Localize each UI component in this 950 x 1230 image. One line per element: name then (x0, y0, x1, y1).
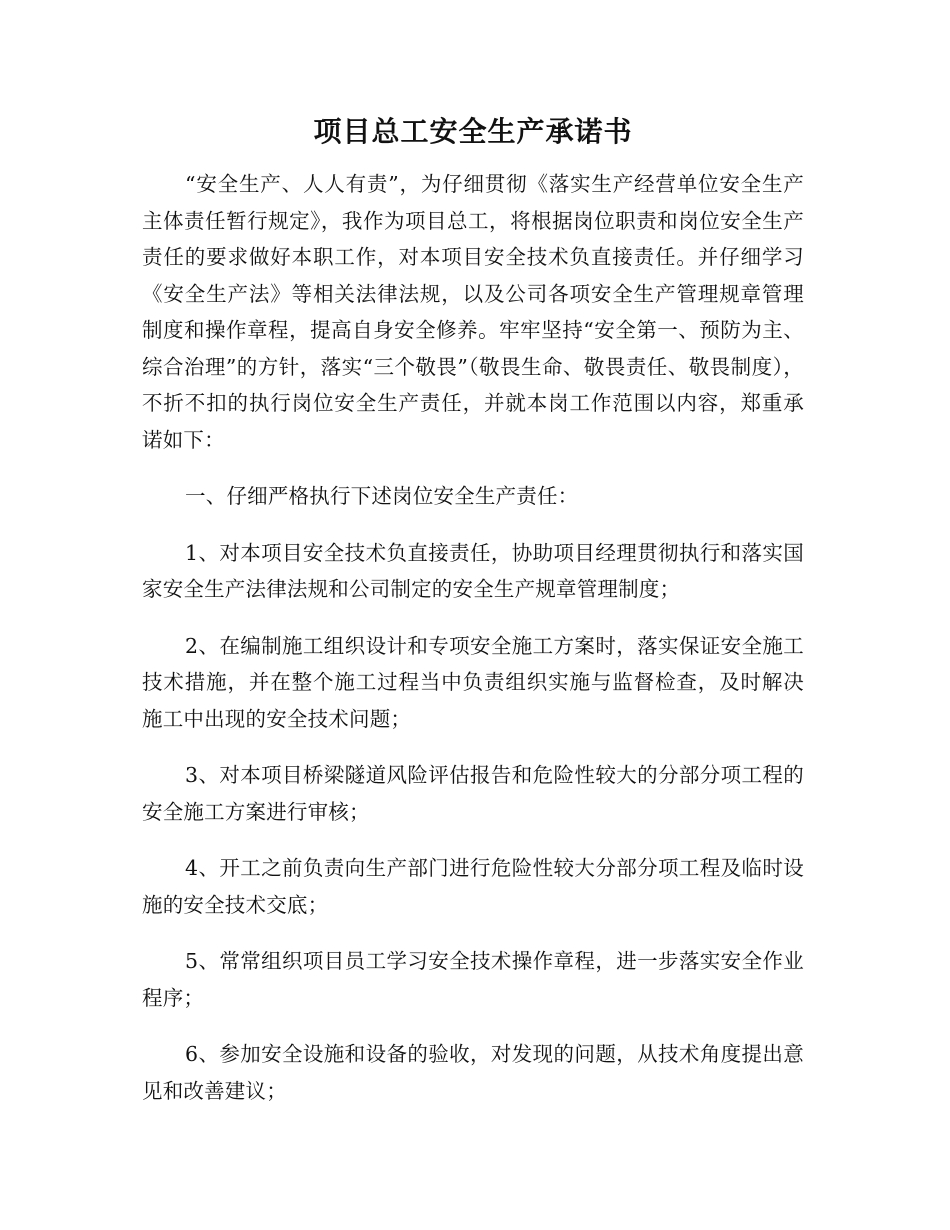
document-page (142, 112, 804, 1109)
list-item: 6、参加安全设施和设备的验收，对发现的问题，从技术角度提出意见和改善建议； (142, 1042, 804, 1103)
list-item: 3、对本项目桥梁隧道风险评估报告和危险性较大的分部分项工程的安全施工方案进行审核； (142, 763, 804, 824)
document-title: 项目总工安全生产承诺书 (313, 115, 633, 148)
list-item: 4、开工之前负责向生产部门进行危险性较大分部分项工程及临时设施的安全技术交底； (142, 856, 804, 917)
list-item: 1、对本项目安全技术负直接责任，协助项目经理贯彻执行和落实国家安全生产法律法规和公司制定的安全生产规章管理制度； (142, 540, 804, 601)
section-heading: 一、仔细严格执行下述岗位安全生产责任： (185, 484, 579, 508)
intro-paragraph: “安全生产、人人有责”，为仔细贯彻《落实生产经营单位安全生产主体责任暂行规定》，我作为项目总工，将根据岗位职责和岗位安全生产责任的要求做好本职工作，对本项目安全技术负直接责任。并仔细学习《安全生产法》等相关法律法规，以及公司各项安全生产管理规章管理制度和操作章程，提高自身安全修养。牢牢坚持“安全第一、预防为主、综合治理”的方针，落实“三个敬畏”（敬畏生命、敬畏责任、敬畏制度），不折不扣的执行岗位安全生产责任，并就本岗工作范围以内容，郑重承诺如下： (142, 172, 804, 452)
list-item: 2、在编制施工组织设计和专项安全施工方案时，落实保证安全施工技术措施，并在整个施工过程当中负责组织实施与监督检查，及时解决施工中出现的安全技术问题； (142, 633, 804, 731)
list-item: 5、常常组织项目员工学习安全技术操作章程，进一步落实安全作业程序； (142, 949, 804, 1010)
